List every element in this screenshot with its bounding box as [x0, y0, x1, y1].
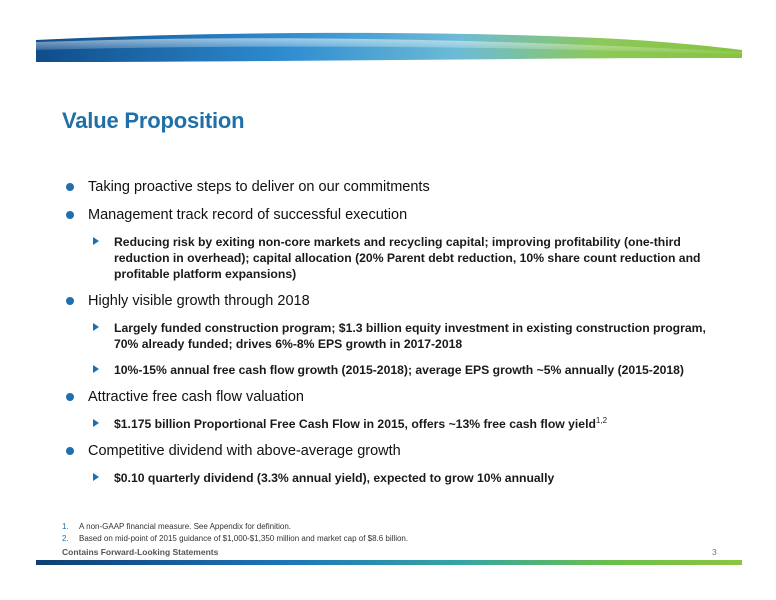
sub-bullet-text: $1.175 billion Proportional Free Cash Flow in 2015, offers ~13% free cash flow yield — [114, 417, 596, 431]
bullet-dot-icon — [66, 393, 74, 401]
footnote — [62, 533, 408, 545]
footnote — [62, 521, 408, 533]
bullet-item — [66, 442, 716, 460]
page-number: 3 — [712, 547, 717, 557]
header-banner — [0, 28, 776, 68]
footnote-number: 2. — [62, 534, 69, 543]
slide-title: Value Proposition — [62, 108, 245, 133]
triangle-bullet-icon — [93, 323, 99, 331]
bullet-text: Highly visible growth through 2018 — [88, 293, 310, 309]
triangle-bullet-icon — [93, 237, 99, 245]
footnotes — [62, 521, 408, 545]
bullet-dot-icon — [66, 297, 74, 305]
footnote-reference: 1,2 — [595, 416, 608, 425]
bullet-item — [66, 206, 716, 224]
footnote-text: A non-GAAP financial measure. See Appendix for definition. — [79, 522, 291, 531]
triangle-bullet-icon — [93, 419, 99, 427]
sub-bullet-item — [66, 470, 716, 486]
footnote-number: 1. — [62, 522, 69, 531]
footer-disclaimer: Contains Forward-Looking Statements — [62, 547, 219, 557]
bullet-item — [66, 178, 716, 196]
sub-bullet-text: Largely funded construction program; $1.3 billion equity investment in existing construction program, 70% already funded; drives 6%-8% EPS growth in 2017-2018 — [114, 321, 706, 351]
bullet-list — [66, 178, 716, 496]
bullet-dot-icon — [66, 183, 74, 191]
bullet-text: Management track record of successful execution — [88, 207, 408, 223]
bullet-dot-icon — [66, 211, 74, 219]
sub-bullet-text: $0.10 quarterly dividend (3.3% annual yield), expected to grow 10% annually — [114, 471, 555, 485]
triangle-bullet-icon — [93, 365, 99, 373]
triangle-bullet-icon — [93, 473, 99, 481]
sub-bullet-item — [66, 362, 716, 378]
sub-bullet-text: Reducing risk by exiting non-core markets and recycling capital; improving profitability (one-third reduction in overhead); capital allocation (20% Parent debt reduction, 10% share count reduction and profitable platform expansions) — [114, 235, 701, 281]
bullet-item — [66, 388, 716, 406]
sub-bullet-item — [66, 320, 716, 352]
footer-bar — [36, 560, 742, 565]
sub-bullet-item — [66, 416, 716, 432]
bullet-text: Attractive free cash flow valuation — [88, 389, 304, 405]
sub-bullet-item — [66, 234, 716, 282]
bullet-item — [66, 292, 716, 310]
bullet-text: Taking proactive steps to deliver on our commitments — [88, 179, 430, 195]
bullet-dot-icon — [66, 447, 74, 455]
footnote-text: Based on mid-point of 2015 guidance of $1,000-$1,350 million and market cap of $8.6 billion. — [79, 534, 409, 543]
bullet-text: Competitive dividend with above-average growth — [88, 443, 401, 459]
sub-bullet-text: 10%-15% annual free cash flow growth (2015-2018); average EPS growth ~5% annually (2015-2018) — [114, 363, 684, 377]
